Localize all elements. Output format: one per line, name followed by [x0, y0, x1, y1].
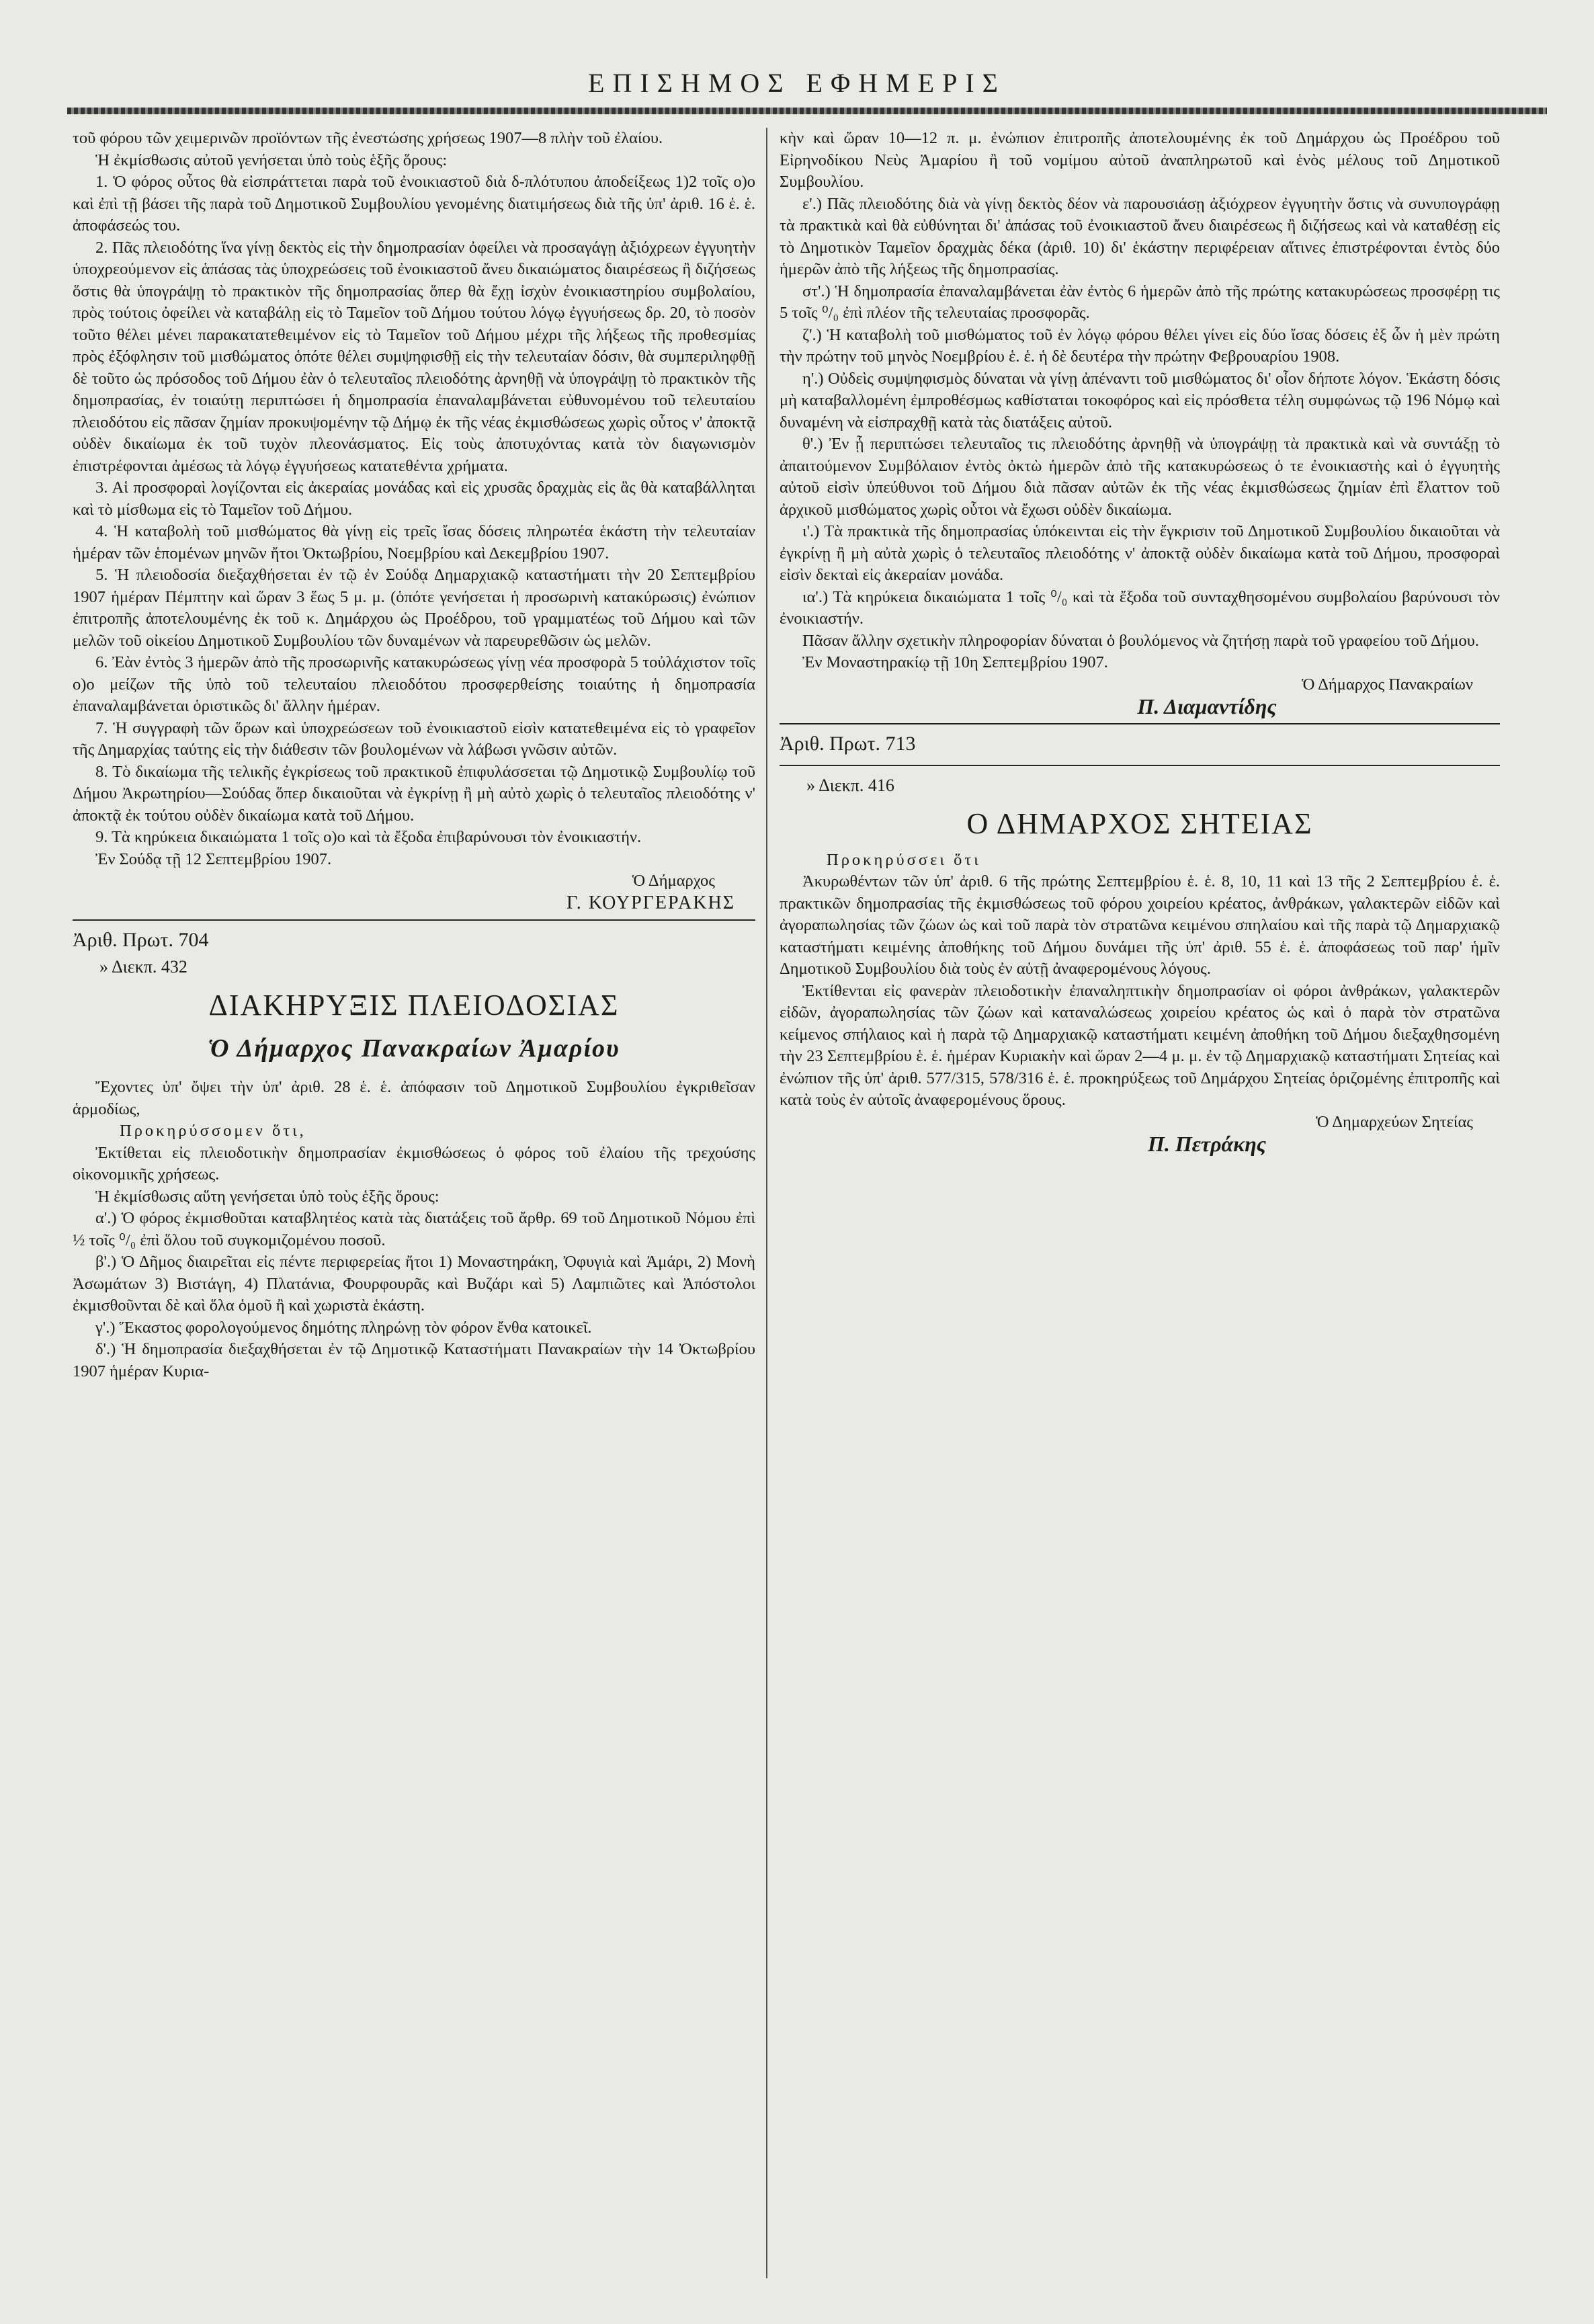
paragraph: α'.) Ὁ φόρος ἐκμισθοῦται καταβλητέος κατὰ τὰς διατάξεις τοῦ ἄρθρ. 69 τοῦ Δημοτικοῦ Νόμου ἐπὶ ½ τοῖς ⁰/₀ ἐπὶ ὅλου τοῦ συγκομιζομένου ποσοῦ. — [73, 1209, 755, 1249]
paragraph: Προκηρύσσομεν ὅτι, — [120, 1122, 306, 1140]
left-column — [73, 128, 755, 1382]
paragraph: 4. Ἡ καταβολὴ τοῦ μισθώματος θὰ γίνῃ εἰς τρεῖς ἴσας δόσεις πληρωτέα ἑκάστη τὴν τελευταίαν ἡμέραν τῶν ἑπομένων μηνῶν ἤτοι Ὀκτωβρίου, Νοεμβρίου καὶ Δεκεμβρίου 1907. — [73, 522, 755, 563]
paragraph: 5. Ἡ πλειοδοσία διεξαχθήσεται ἐν τῷ ἐν Σούδᾳ Δημαρχιακῷ καταστήματι τὴν 20 Σεπτεμβρίου 1907 ἡμέραν Πέμπτην καὶ ὥραν 3 ἕως 5 μ. μ. (ὁπότε γενήσεται ἡ προσωρινὴ κατακύρωσις) ἐνώπιον ἐπιτροπῆς ἀποτελουμένης ἐκ τοῦ κ. Δημάρχου ὡς Προέδρου, τοῦ γραμματέως τοῦ Δήμου καὶ τῶν μελῶν τοῦ οἰκείου Δημοτικοῦ Συμβουλίου τῶν δυναμένων νὰ παρευρεθῶσιν ὡς μελῶν. — [73, 566, 755, 650]
paragraph: ζ'.) Ἡ καταβολὴ τοῦ μισθώματος τοῦ ἐν λόγῳ φόρου θέλει γίνει εἰς δύο ἴσας δόσεις ἐξ ὧν ἡ μὲν πρώτη τὴν πρώτην τοῦ μηνὸς Νοεμβρίου ἑ. ἑ. ἡ δὲ δευτέρα τὴν πρώτην Φεβρουαρίου 1908. — [780, 325, 1500, 366]
paragraph: β'.) Ὁ Δῆμος διαιρεῖται εἰς πέντε περιφερείας ἤτοι 1) Μοναστηράκη, Ὀφυγιὰ καὶ Ἀμάρι, 2) Μονὴ Ἀσωμάτων 3) Βιστάγη, 4) Πλατάνια, Φουρφουρᾶς καὶ Βυζάρι καὶ 5) Λαμπιῶτες καὶ Ἀπόστολοι ἐκμισθοῦνται δὲ καὶ ὅλα ὁμοῦ ἢ καὶ χωριστὰ ἑκάστη. — [73, 1253, 755, 1315]
paragraph: Ἐκτίθενται εἰς φανερὰν πλειοδοτικὴν ἐπαναληπτικὴν δημοπρασίαν οἱ φόροι ἀνθράκων, γαλακτερῶν εἰδῶν, ἀγοραπωλησίας τῶν ζώων καὶ καταναλώσεως χοιρείου κρέατος ὡς καὶ ὁ παρὰ τὸν στρατῶνα κείμενος σπήλαιος καὶ ἡ παρὰ τῷ Δημαρχιακῷ καταστήματι κειμένη ἀποθήκη τοῦ Δήμου διεξαχθησομένη τὴν 23 Σεπτεμβρίου ἑ. ἑ. ἡμέραν Κυριακὴν καὶ ὥραν 2—4 μ. μ. ἐν τῷ Δημαρχιακῷ καταστήματι Σητείας καὶ ἐνώπιον τῆς ὑπ' ἀριθ. 577/315, 578/316 ἑ. ἑ. προκηρύξεως τοῦ Δημάρχου Σητείας ὁριζομένης ἐπιτροπῆς καὶ κατὰ τοὺς ἐν αὐτοῖς ἀναφερομένους ὅρους. — [780, 981, 1500, 1109]
date-line: Ἐν Μοναστηρακίῳ τῇ 10η Σεπτεμβρίου 1907. — [802, 653, 1108, 671]
paragraph: 8. Τὸ δικαίωμα τῆς τελικῆς ἐγκρίσεως τοῦ πρακτικοῦ ἐπιφυλάσσεται τῷ Δημοτικῷ Συμβουλίῳ τοῦ Δήμου Ἀκρωτηρίου—Σούδας ὅπερ δικαιοῦται νὰ ἐγκρίνῃ ἢ μὴ αὐτὸ χωρὶς ὁ τελευταῖος πλειοδότης ν' ἀποκτᾷ ἐκ τούτου οὐδὲν δικαίωμα κατὰ τοῦ Δήμου. — [73, 762, 755, 825]
signature-title: Ὁ Δημαρχεύων Σητείας — [1316, 1112, 1473, 1131]
column-divider — [766, 128, 767, 2278]
paragraph: 3. Αἱ προσφοραὶ λογίζονται εἰς ἀκεραίας μονάδας καὶ εἰς χρυσᾶς δραχμὰς εἰς ἃς θὰ καταβάλληται καὶ τὸ μίσθωμα εἰς τὸ Ταμεῖον τοῦ Δήμου. — [73, 479, 755, 519]
dispatch-number: » Διεκπ. 416 — [806, 775, 894, 795]
paragraph: 2. Πᾶς πλειοδότης ἵνα γίνῃ δεκτὸς εἰς τὴν δημοπρασίαν ὀφείλει νὰ προσαγάγῃ ἀξιόχρεων ἐγγυητὴν ὑποχρεούμενον εἰς ἁπάσας τὰς ὑποχρεώσεις τοῦ ἐνοικιαστοῦ ἄνευ δικαιώματος διαιρέσεως ἢ διζήσεως ὅστις θὰ ὑπογράψῃ τὸ πρακτικὸν τῆς δημοπρασίας ὅπερ θὰ ἔχῃ ἰσχὺν ἐνοικιαστηρίου συμβολαίου, πρὸς τούτοις ὀφείλει νὰ καταβάλῃ εἰς τὸ Ταμεῖον τοῦ Δήμου τούτου λόγῳ ἐγγυήσεως δρ. 20, τὸ ποσὸν τοῦτο θέλει μένει παρακατατεθειμένον εἰς τὸ Ταμεῖον τοῦ Δήμου μέχρι τῆς λήξεως τῆς προθεσμίας πρὸς ἐξόφλησιν τοῦ μισθώματος ὁπότε θέλει συμψηφισθῇ εἰς τὴν τελευταίαν δόσιν, θὰ συμπεριληφθῇ δὲ τοῦτο ὡς πρόσοδος τοῦ Δήμου ἐὰν ὁ τελευταῖος πλειοδότης ἀρνηθῇ νὰ ὑπογράψῃ τὸ πρακτικὸν τῆς δημοπρασίας, ἐν τοιαύτῃ περιπτώσει ἡ δημοπρασία ἐπαναλαμβάνεται εὐθυνομένου τοῦ τελευταίου πλειοδότου εἰς πᾶσαν ζημίαν προκυψομένην τῷ Δήμῳ ἐκ τῆς νέας ἐκμισθώσεως χωρὶς οὗτος ν' ἀποκτᾷ οὐδὲν δικαίωμα ἐκ τοῦ τυχὸν πλεονάσματος. Εἰς τοὺς ἀποτυχόντας κατὰ τὸν διαγωνισμὸν ἐπιστρέφονται ἀμέσως τὰ λόγῳ ἐγγυήσεως κατατεθέντα χρήματα. — [73, 238, 755, 475]
right-column — [780, 128, 1500, 1155]
signature-title: Ὁ Δήμαρχος Πανακραίων — [1302, 675, 1473, 694]
paragraph: 9. Τὰ κηρύκεια δικαιώματα 1 τοῖς ο)ο καὶ τὰ ἔξοδα ἐπιβαρύνουσι τὸν ἐνοικιαστήν. — [95, 828, 642, 846]
paragraph: δ'.) Ἡ δημοπρασία διεξαχθήσεται ἐν τῷ Δημοτικῷ Καταστήματι Πανακραίων τὴν 14 Ὀκτωβρίου 1907 ἡμέραν Κυρια- — [73, 1340, 755, 1380]
dispatch-number: » Διεκπ. 432 — [99, 957, 187, 977]
notice-subheading: Ὁ Δήμαρχος Πανακραίων Ἀμαρίου — [208, 1034, 620, 1063]
paragraph: στ'.) Ἡ δημοπρασία ἐπαναλαμβάνεται ἐὰν ἐντὸς 6 ἡμερῶν ἀπὸ τῆς πρώτης κατακυρώσεως προσφέρῃ τις 5 τοῖς ⁰/₀ ἐπὶ πλέον τῆς τελευταίας προσφορᾶς. — [780, 282, 1500, 322]
paragraph: 1. Ὁ φόρος οὗτος θὰ εἰσπράττεται παρὰ τοῦ ἐνοικιαστοῦ διὰ δ-πλότυπου ἀποδείξεως 1)2 τοῖς ο)ο καὶ ἐπὶ τῇ βάσει τῆς παρὰ τοῦ Δημοτικοῦ Συμβουλίου γενομένης διατιμήσεως διὰ τῆς ὑπ' ἀριθ. 16 ἑ. ἑ. ἀποφάσεώς του. — [73, 173, 755, 235]
divider — [780, 765, 1500, 766]
paragraph: 7. Ἡ συγγραφὴ τῶν ὅρων καὶ ὑποχρεώσεων τοῦ ἐνοικιαστοῦ εἰσὶν κατατεθειμένα εἰς τὸ γραφεῖον τῆς Δημαρχίας ταύτης εἰς τὴν διάθεσιν τῶν βουλομένων νὰ λάβωσι γνῶσιν αὐτῶν. — [73, 718, 755, 759]
paragraph: θ'.) Ἐν ᾗ περιπτώσει τελευταῖος τις πλειοδότης ἀρνηθῇ νὰ ὑπογράψῃ τὰ πρακτικὰ καὶ νὰ συντάξῃ τὸ ἀπαιτούμενον Συμβόλαιον ἐντὸς ὀκτὼ ἡμερῶν ἀπὸ τῆς κατακυρώσεως ὁ τε ἐνοικιαστὴς καὶ ὁ ἐγγυητὴς αὐτοῦ εἰσὶν ὑπεύθυνοι τοῦ Δήμου διὰ πᾶσαν αὐτῶν ἐκ τῆς νέας ἐκμισθώσεως ζημίαν ἐπὶ ἔλαττον τοῦ ἀρχικοῦ μισθώματος χωρὶς οὗτοι νὰ ἔχωσι οὐδὲν δικαίωμα. — [780, 435, 1500, 519]
signature-title: Ὁ Δήμαρχος — [632, 872, 715, 890]
signature-name: Π. Διαμαντίδης — [1137, 694, 1277, 718]
paragraph: Ἡ ἐκμίσθωσις αὐτοῦ γενήσεται ὑπὸ τοὺς ἑξῆς ὅρους: — [95, 151, 448, 169]
paragraph: η'.) Οὐδεὶς συμψηφισμὸς δύναται νὰ γίνῃ ἀπέναντι τοῦ μισθώματος δι' οἷον δήποτε λόγον. Ἑκάστη δόσις μὴ καταβαλλομένη ἐμπροθέσμως καθίσταται τοκοφόρος καὶ εἰς πρόσθετα τέλη συμφώνως τῷ 196 Νόμῳ καὶ δυναμένη νὰ εἰσπραχθῇ κατὰ τὰς διατάξεις αὐτοῦ. — [780, 369, 1500, 431]
paragraph: ε'.) Πᾶς πλειοδότης διὰ νὰ γίνῃ δεκτὸς δέον νὰ παρουσιάσῃ ἀξιόχρεον ἐγγυητὴν ὅστις νὰ συνυπογράφῃ τὰ πρακτικὰ καὶ θὰ εὐθύνηται δι' ἁπάσας τοῦ ἐνοικιαστοῦ ἄνευ διαιρέσεως ἢ διζήσεως καὶ νὰ καταθέσῃ εἰς τὸ Δημοτικὸν Ταμεῖον δραχμὰς δέκα (ἀριθ. 10) δι' ἑκάστην περιφέρειαν αἵτινες ἐπιστρέφονται ἐντὸς δύο ἡμερῶν ἀπὸ τῆς λήξεως τῆς δημοπρασίας. — [780, 194, 1500, 278]
paragraph: Ἀκυρωθέντων τῶν ὑπ' ἀριθ. 6 τῆς πρώτης Σεπτεμβρίου ἑ. ἑ. 8, 10, 11 καὶ 13 τῆς 2 Σεπτεμβρίου ἑ. ἑ. πρακτικῶν δημοπρασίας τῆς ἐκμισθώσεως τοῦ φόρου χοιρείου κρέατος, ἀνθράκων, γαλακτερῶν εἰδῶν καὶ ἀγοραπωλησίας τῶν ζώων ὡς καὶ τοῦ παρὰ τὸν στρατῶνα κειμένου σπηλαίου καὶ τῆς παρὰ τῷ Δημαρχιακῷ καταστήματι κειμένης ἀποθήκης τοῦ Δήμου δυνάμει τῆς ὑπ' ἀριθ. 55 ἑ. ἑ. ἀποφάσεως τοῦ παρ' ἡμῖν Δημοτικοῦ Συμβουλίου διὰ τοὺς ἐν αὐτῇ ἀναφερομένους λόγους. — [780, 872, 1500, 978]
divider — [73, 919, 755, 921]
paragraph: Ἡ ἐκμίσθωσις αὕτη γενήσεται ὑπὸ τοὺς ἑξῆς ὅρους: — [95, 1187, 439, 1206]
paragraph: Πᾶσαν ἄλλην σχετικὴν πληροφορίαν δύναται ὁ βουλόμενος νὰ ζητήσῃ παρὰ τοῦ γραφείου τοῦ Δήμου. — [802, 631, 1480, 650]
paragraph: γ'.) Ἕκαστος φορολογούμενος δημότης πληρώνῃ τὸν φόρον ἔνθα κατοικεῖ. — [95, 1318, 592, 1337]
protocol-number: Ἀριθ. Πρωτ. 704 — [73, 929, 209, 951]
signature-name: Π. Πετράκης — [1147, 1132, 1267, 1156]
notice-heading: Ο ΔΗΜΑΡΧΟΣ ΣΗΤΕΙΑΣ — [966, 806, 1313, 840]
protocol-number: Ἀριθ. Πρωτ. 713 — [780, 732, 916, 755]
paragraph: Ἔχοντες ὑπ' ὄψει τὴν ὑπ' ἀριθ. 28 ἑ. ἑ. ἀπόφασιν τοῦ Δημοτικοῦ Συμβουλίου ἐγκριθεῖσαν ἁρμοδίως, — [73, 1078, 755, 1118]
paragraph: ια'.) Τὰ κηρύκεια δικαιώματα 1 τοῖς ⁰/₀ καὶ τὰ ἔξοδα τοῦ συνταχθησομένου συμβολαίου βαρύνουσι τὸν ἐνοικιαστήν. — [780, 587, 1500, 628]
paragraph: κὴν καὶ ὥραν 10—12 π. μ. ἐνώπιον ἐπιτροπῆς ἀποτελουμένης ἐκ τοῦ Δημάρχου ὡς Προέδρου τοῦ Εἰρηνοδίκου Νεὺς Ἀμαρίου ἢ τοῦ νομίμου αὐτοῦ ἀναπληρωτοῦ καὶ ἑνὸς μέλους τοῦ Δημοτικοῦ Συμβουλίου. — [780, 129, 1500, 191]
date-line: Ἐν Σούδᾳ τῇ 12 Σεπτεμβρίου 1907. — [95, 849, 332, 868]
paragraph: Ἐκτίθεται εἰς πλειοδοτικὴν δημοπρασίαν ἐκμισθώσεως ὁ φόρος τοῦ ἐλαίου τῆς τρεχούσης οἰκονομικῆς χρήσεως. — [73, 1143, 755, 1184]
divider — [780, 723, 1500, 724]
header-rule — [67, 108, 1547, 114]
paragraph: τοῦ φόρου τῶν χειμερινῶν προϊόντων τῆς ἐνεστώσης χρήσεως 1907—8 πλὴν τοῦ ἐλαίου. — [73, 129, 663, 147]
paragraph: 6. Ἐὰν ἐντὸς 3 ἡμερῶν ἀπὸ τῆς προσωρινῆς κατακυρώσεως γίνῃ νέα προσφορὰ 5 τοὐλάχιστον τοῖς ο)ο μείζων τῆς ὑπὸ τοῦ τελευταίου πλειοδότου προσφερθείσης τοιαύτης ἡ δημοπρασία ἐπαναλαμβάνεται ὁριστικῶς δι' ἄλλην ἡμέραν. — [73, 653, 755, 715]
signature-name: Γ. ΚΟΥΡΓΕΡΑΚΗΣ — [566, 892, 735, 913]
proclamation-line: Προκηρύσσει ὅτι — [827, 850, 981, 869]
paragraph: ι'.) Τὰ πρακτικὰ τῆς δημοπρασίας ὑπόκεινται εἰς τὴν ἔγκρισιν τοῦ Δημοτικοῦ Συμβουλίου δικαιοῦται νὰ ἐγκρίνῃ ἢ μὴ αὐτὰ χωρὶς ὁ τελευταῖος πλειοδότης ν' ἀποκτᾷ οὐδὲν δικαίωμα κατὰ τοῦ Δήμου, προσφοραὶ εἰσὶν δεκταὶ εἰς ἀκεραίαν μονάδα. — [780, 522, 1500, 584]
notice-heading: ΔΙΑΚΗΡΥΞΙΣ ΠΛΕΙΟΔΟΣΙΑΣ — [208, 989, 620, 1022]
running-head: ΕΠΙΣΗΜΟΣ ΕΦΗΜΕΡΙΣ — [588, 68, 1006, 98]
